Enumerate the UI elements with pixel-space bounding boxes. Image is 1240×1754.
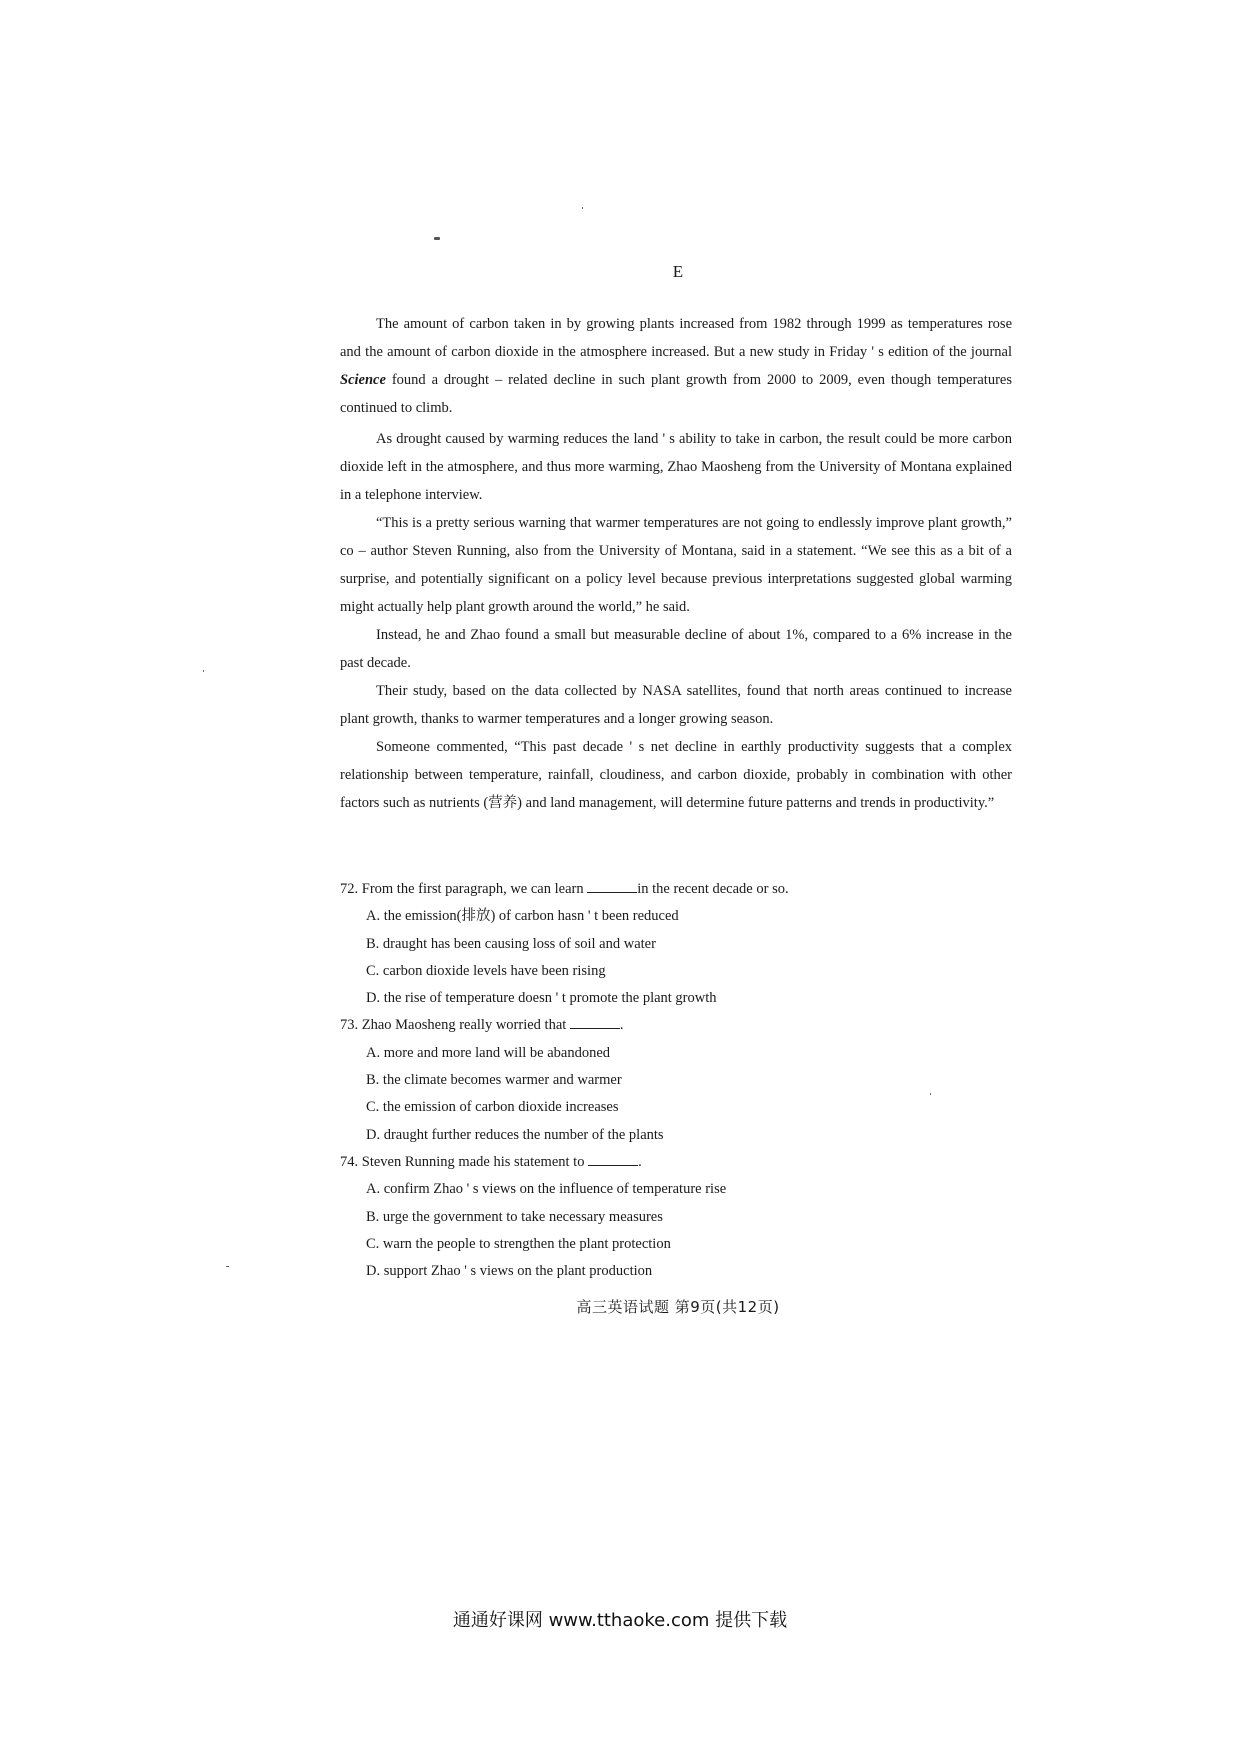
option-d: D. draught further reduces the number of the plants — [366, 1126, 664, 1143]
scan-speck — [582, 207, 583, 209]
passage-paragraph-6: Someone commented, “This past decade ' s net decline in earthly productivity suggests that a complex relationship between temperature, rainfall, cloudiness, and carbon dioxide, probably in combination with other factors such as nutrients (营养) and land management, will determine future patterns and trends in productivity.” — [340, 739, 1012, 811]
answer-blank — [587, 878, 637, 893]
option-list — [340, 1040, 1040, 1149]
option-b: B. urge the government to take necessary measures — [366, 1208, 663, 1225]
passage-paragraph-2: As drought caused by warming reduces the land ' s ability to take in carbon, the result could be more carbon dioxide left in the atmosphere, and thus more warming, Zhao Maosheng from the University of Montana explained in a telephone interview. — [340, 431, 1012, 503]
option-b: B. the climate becomes warmer and warmer — [366, 1072, 622, 1089]
answer-blank — [570, 1014, 620, 1029]
scan-speck — [203, 670, 204, 672]
question-72 — [340, 876, 1040, 1012]
option-c: C. carbon dioxide levels have been rising — [366, 962, 606, 979]
reading-passage — [340, 310, 1012, 817]
option-b: B. draught has been causing loss of soil and water — [366, 935, 656, 952]
download-watermark: 通通好课网 www.tthaoke.com 提供下载 — [452, 1610, 788, 1631]
option-a: A. confirm Zhao ' s views on the influence of temperature rise — [366, 1181, 727, 1198]
option-c: C. warn the people to strengthen the plant protection — [366, 1235, 671, 1252]
page-footer: 高三英语试题 第9页(共12页) — [576, 1298, 780, 1316]
option-a: A. more and more land will be abandoned — [366, 1044, 611, 1061]
option-a: A. the emission(排放) of carbon hasn ' t been reduced — [366, 908, 679, 925]
question-stem: 73. Zhao Maosheng really worried that . — [340, 1012, 1040, 1039]
journal-name: Science — [340, 372, 386, 388]
option-list — [340, 903, 1040, 1012]
question-list — [340, 876, 1040, 1285]
question-74 — [340, 1149, 1040, 1285]
scan-speck — [434, 237, 440, 240]
question-stem: 74. Steven Running made his statement to . — [340, 1149, 1040, 1176]
passage-paragraph-4: Instead, he and Zhao found a small but measurable decline of about 1%, compared to a 6% increase in the past decade. — [340, 627, 1012, 671]
question-73 — [340, 1012, 1040, 1148]
answer-blank — [588, 1151, 638, 1166]
section-letter: E — [672, 262, 684, 281]
option-d: D. the rise of temperature doesn ' t promote the plant growth — [366, 990, 717, 1007]
scan-speck — [226, 1266, 229, 1267]
option-d: D. support Zhao ' s views on the plant production — [366, 1263, 653, 1280]
passage-paragraph-3: “This is a pretty serious warning that warmer temperatures are not going to endlessly improve plant growth,” co – author Steven Running, also from the University of Montana, said in a statement. “We see this as a bit of a surprise, and potentially significant on a policy level because previous interpretations suggested global warming might actually help plant growth around the world,” he said. — [340, 515, 1012, 615]
passage-paragraph-1: The amount of carbon taken in by growing plants increased from 1982 through 1999 as temperatures rose and the amount of carbon dioxide in the atmosphere increased. But a new study in Friday ' s edition of the journal Science found a drought – related decline in such plant growth from 2000 to 2009, even though temperatures continued to climb. — [340, 316, 1012, 416]
question-stem: 72. From the first paragraph, we can learn in the recent decade or so. — [340, 876, 1040, 903]
passage-paragraph-5: Their study, based on the data collected by NASA satellites, found that north areas continued to increase plant growth, thanks to warmer temperatures and a longer growing season. — [340, 683, 1012, 727]
option-c: C. the emission of carbon dioxide increases — [366, 1099, 619, 1116]
option-list — [340, 1176, 1040, 1285]
